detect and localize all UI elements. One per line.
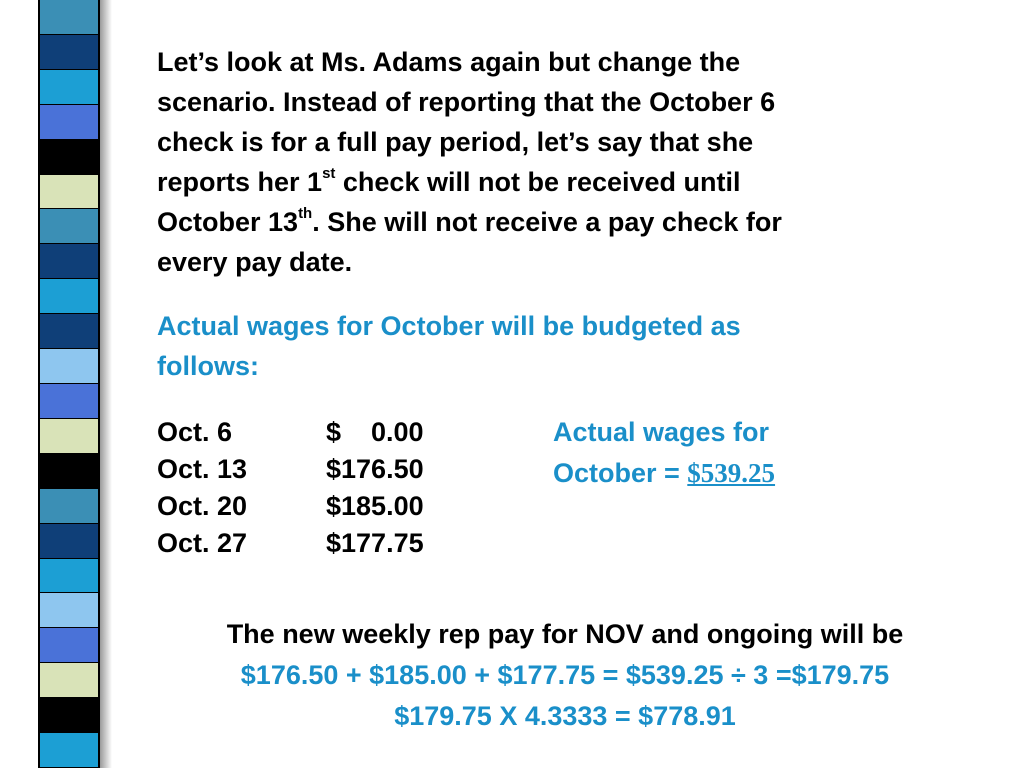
ordinal-suffix: th [298,205,313,222]
intro-line [157,202,782,242]
total-value: $539.25 [687,458,776,488]
ordinal-suffix: st [322,165,336,182]
stripe-block [40,419,98,454]
wage-amount: $185.00 [326,491,424,521]
stripe-block [40,384,98,419]
stripe-block [40,733,98,768]
stripe-block [40,559,98,594]
stripe-block [40,454,98,489]
stripe-block [40,593,98,628]
wage-date: Oct. 13 [157,454,248,484]
wage-amount: $ 0.00 [326,417,424,447]
stripe-block [40,628,98,663]
intro-line: every pay date. [157,247,353,277]
intro-text: reports her 1 [157,167,323,197]
stripe-block [40,698,98,733]
stripe-block [40,0,98,35]
footer-formula: $176.50 + $185.00 + $177.75 = $539.25 ÷ 3 =$179.75 [240,660,890,690]
intro-text: October 13 [157,207,299,237]
intro-line: scenario. Instead of reporting that the October 6 [157,87,776,117]
decorative-stripe-bar [38,0,100,768]
footer-line: The new weekly rep pay for NOV and ongoing will be [226,619,904,649]
stripe-block [40,524,98,559]
stripe-shadow [100,0,112,768]
intro-line [157,162,741,202]
stripe-block [40,175,98,210]
intro-text: . She will not receive a pay check for [312,207,782,237]
stripe-block [40,663,98,698]
total-line [553,455,775,492]
stripe-block [40,209,98,244]
intro-line: Let’s look at Ms. Adams again but change the [157,47,741,77]
wage-amount: $177.75 [326,528,424,558]
total-label: Actual wages for [553,417,770,447]
stripe-block [40,244,98,279]
intro-text: check will not be received until [335,167,741,197]
budget-heading-line: follows: [157,351,259,381]
stripe-block [40,140,98,175]
stripe-block [40,279,98,314]
stripe-block [40,489,98,524]
intro-line: check is for a full pay period, let’s say that she [157,127,754,157]
stripe-block [40,314,98,349]
wage-date: Oct. 6 [157,417,233,447]
wage-date: Oct. 20 [157,491,248,521]
total-label: October = [553,458,688,488]
footer-result: $179.75 X 4.3333 = $778.91 [394,701,736,731]
wage-amount: $176.50 [326,454,424,484]
budget-heading-line: Actual wages for October will be budgeted as [157,311,741,341]
stripe-block [40,70,98,105]
stripe-block [40,35,98,70]
wage-date: Oct. 27 [157,528,248,558]
stripe-block [40,105,98,140]
stripe-block [40,349,98,384]
